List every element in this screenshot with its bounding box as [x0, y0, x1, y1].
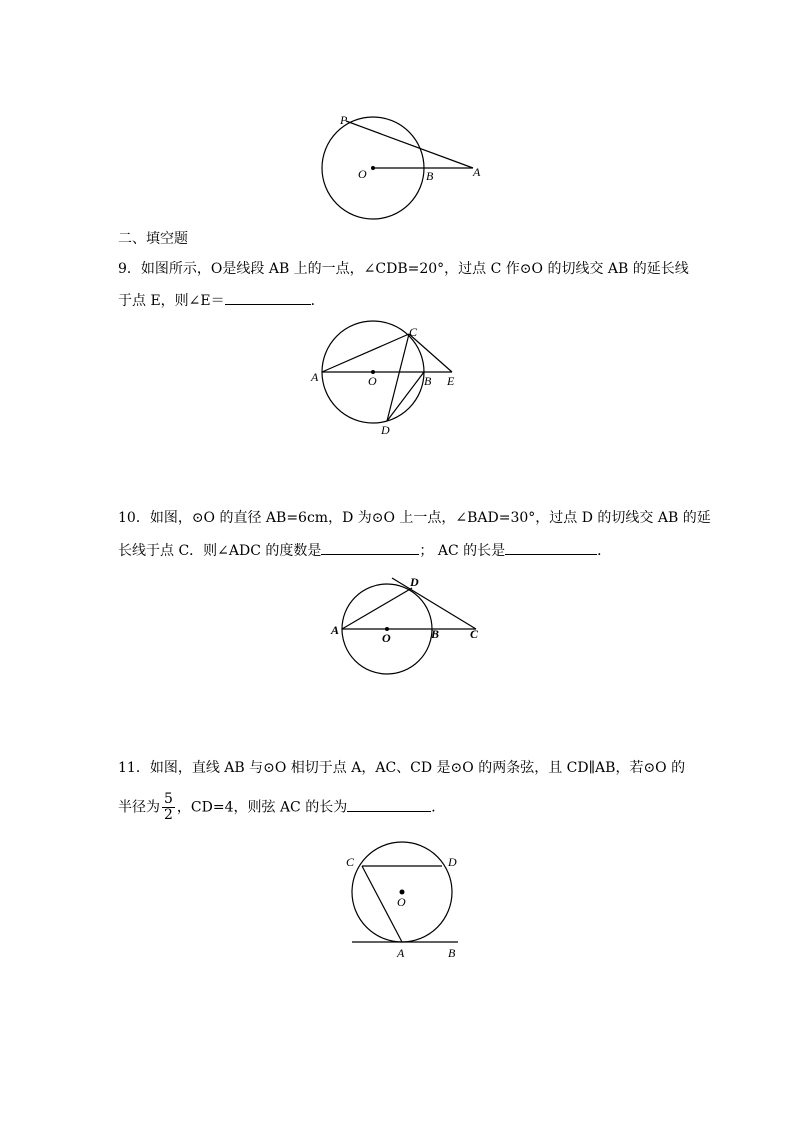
- center-dot: [400, 890, 405, 895]
- q9-text-line1: 9．如图所示，O是线段 AB 上的一点，∠CDB=20°，过点 C 作⊙O 的切线交 AB 的延长线: [118, 261, 689, 277]
- chord-ac: [362, 866, 402, 942]
- fraction-numerator: 5: [164, 791, 173, 807]
- label-a: A: [311, 370, 319, 384]
- label-b: B: [426, 169, 434, 183]
- q10-line2-text-b: ； AC 的长是: [419, 543, 506, 559]
- q10-text-line1: 10．如图，⊙O 的直径 AB=6cm，D 为⊙O 上一点，∠BAD=30°，过点 D 的切线交 AB 的延: [118, 510, 711, 526]
- label-d: D: [381, 423, 390, 437]
- label-o: O: [358, 167, 367, 181]
- q9-line2-end: ．: [310, 293, 325, 309]
- q11-text-line1: 11．如图，直线 AB 与⊙O 相切于点 A，AC、CD 是⊙O 的两条弦，且 CD∥AB，若⊙O 的: [118, 760, 686, 776]
- section-title: 二、填空题: [118, 231, 188, 247]
- q10-line2-text-a: 长线于点 C．则∠ADC 的度数是: [118, 543, 322, 559]
- fraction-denominator: 2: [164, 807, 173, 823]
- label-a: A: [473, 165, 481, 179]
- q11-line2-end: ．: [431, 799, 446, 816]
- label-c: C: [470, 627, 479, 641]
- label-a: A: [331, 623, 340, 637]
- label-b: B: [424, 374, 432, 388]
- label-c: C: [409, 325, 418, 339]
- label-o: O: [397, 895, 406, 909]
- label-a: A: [397, 946, 405, 960]
- label-p: P: [340, 113, 348, 127]
- label-o: O: [368, 374, 377, 388]
- label-d: D: [410, 575, 419, 589]
- label-b: B: [431, 627, 440, 641]
- label-b: B: [448, 946, 456, 960]
- label-c: C: [346, 855, 355, 869]
- label-d: D: [448, 855, 457, 869]
- q11-line2-text-a: 半径为: [118, 799, 160, 816]
- label-e: E: [447, 374, 455, 388]
- q10-line2-end: ．: [597, 543, 612, 559]
- label-o: O: [382, 631, 391, 645]
- q11-line2-text-b: ，CD=4，则弦 AC 的长为: [176, 799, 348, 816]
- q9-line2-text: 于点 E，则∠E＝: [118, 293, 225, 309]
